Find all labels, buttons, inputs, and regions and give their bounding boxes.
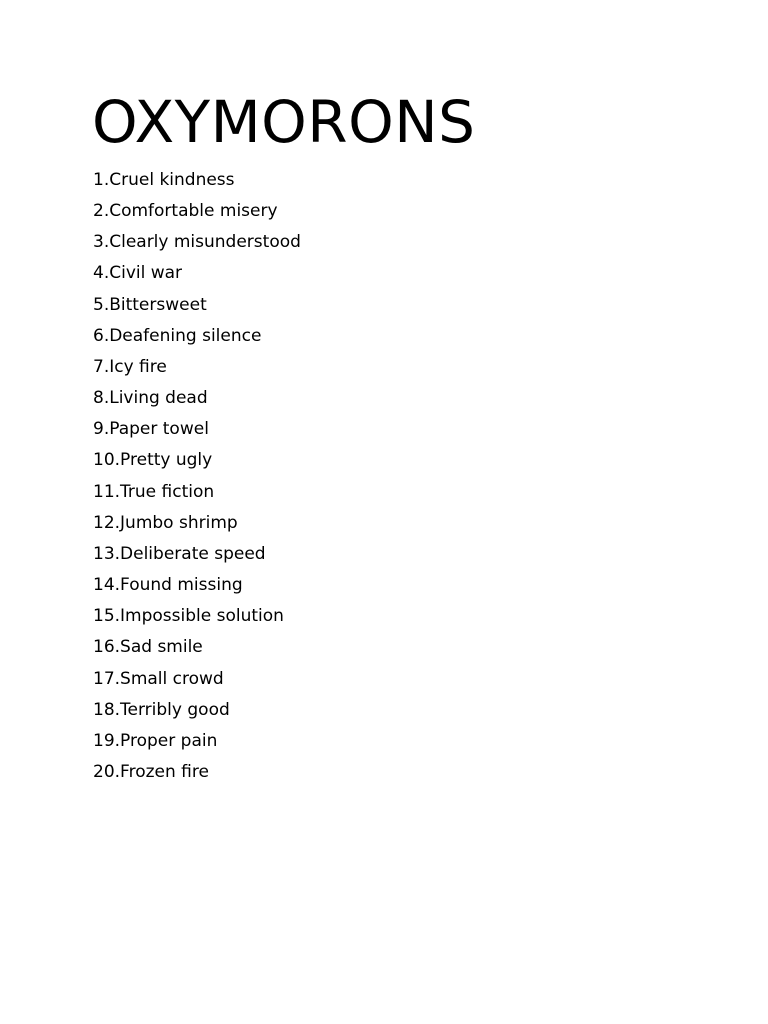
list-item: 15.Impossible solution	[93, 606, 284, 627]
list-item: 13.Deliberate speed	[93, 543, 266, 564]
list-item: 10.Pretty ugly	[93, 450, 213, 471]
list-item: 8.Living dead	[93, 388, 208, 409]
oxymoron-list	[93, 167, 301, 790]
list-item: 14.Found missing	[93, 575, 243, 596]
list-item: 7.Icy fire	[93, 356, 167, 377]
list-item: 18.Terribly good	[93, 699, 230, 720]
list-item: 2.Comfortable misery	[93, 201, 278, 222]
list-item: 6.Deafening silence	[93, 325, 262, 346]
list-item: 19.Proper pain	[93, 730, 218, 751]
list-item: 1.Cruel kindness	[93, 170, 235, 190]
list-item: 17.Small crowd	[93, 668, 224, 689]
list-item: 9.Paper towel	[93, 419, 209, 440]
list-item: 20.Frozen fire	[93, 761, 209, 782]
page-title: OXYMORONS	[92, 88, 476, 156]
list-item: 11.True fiction	[93, 481, 215, 502]
list-item: 3.Clearly misunderstood	[93, 232, 301, 253]
list-item: 5.Bittersweet	[93, 294, 207, 315]
list-item: 12.Jumbo shrimp	[93, 512, 238, 533]
list-item: 16.Sad smile	[93, 637, 203, 658]
list-item: 4.Civil war	[93, 263, 183, 284]
